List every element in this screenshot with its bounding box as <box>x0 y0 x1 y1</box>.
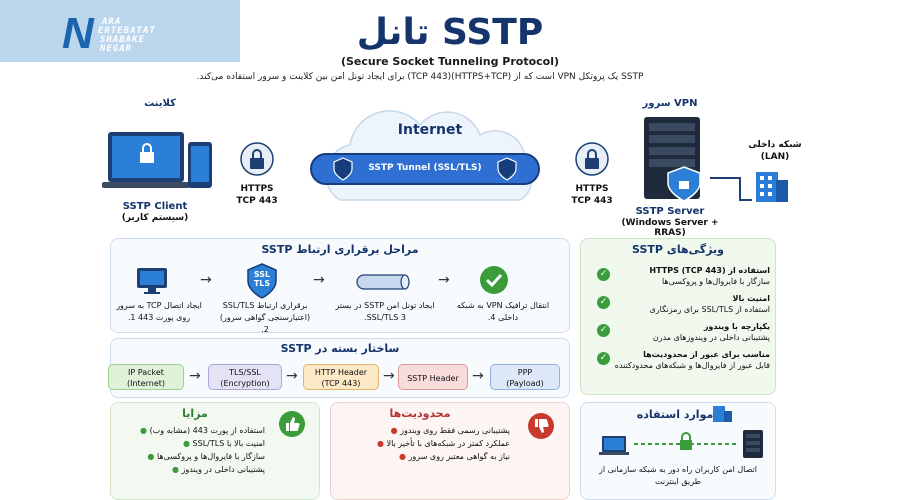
tunnel-pipe-icon <box>353 272 413 292</box>
tls-badge: TLS <box>253 279 271 288</box>
feature-1-title: استفاده از HTTPS (TCP 443) <box>649 266 770 275</box>
ssl-badge: SSL <box>253 270 271 279</box>
logo-mark-icon: N <box>62 9 94 58</box>
step-2 <box>215 300 315 336</box>
logo-text: SHABAKE <box>100 35 145 45</box>
arrow-icon: → <box>383 368 395 384</box>
feature-4 <box>614 349 770 371</box>
steps-title: مراحل برقراری ارتباط SSTP <box>261 243 419 256</box>
client-title: کلاینت <box>144 98 176 109</box>
step-2-num: 2. <box>261 325 269 334</box>
cons-list <box>340 424 510 463</box>
pros-item-text: پشتیبانی داخلی در ویندوز <box>181 465 265 474</box>
server-label: SSTP Server <box>635 206 705 217</box>
check-icon: ✓ <box>597 268 610 281</box>
layer-sub: (TCP 443) <box>321 379 361 388</box>
internet-label: Internet <box>397 122 463 138</box>
step-1-num: 1. <box>127 313 136 322</box>
feature-1 <box>614 265 770 287</box>
packet-layer-tls <box>208 364 282 390</box>
pros-item-text: سازگار با فایروال‌ها و پروکسی‌ها <box>156 452 265 461</box>
feature-4-title: مناسب برای عبور از محدودیت‌ها <box>643 350 770 359</box>
step-3-text: ایجاد تونل امن SSTP در بستر SSL/TLS <box>335 301 435 322</box>
cons-item-text: پشتیبانی رسمی فقط روی ویندوز <box>400 426 510 435</box>
logo-text: NEGAR <box>100 44 133 54</box>
usecase-text: اتصال امن کاربران راه دور به شبکه سازمانی از طریق اینترنت <box>598 465 758 486</box>
feature-2-text: استفاده از SSL/TLS برای رمزنگاری <box>649 305 770 314</box>
logo-text: ERTEBATAT <box>98 26 156 36</box>
step-4 <box>448 300 558 324</box>
features-title: ویژگی‌های SSTP <box>632 243 724 256</box>
monitor-icon <box>135 266 169 296</box>
server-title: سرور VPN <box>642 98 698 109</box>
pros-item-text: امنیت بالا با SSL/TLS <box>192 439 265 448</box>
cons-title: محدودیت‌ها <box>389 407 451 420</box>
check-icon: ✓ <box>597 352 610 365</box>
lan-link-line <box>700 170 810 210</box>
lan-label: شبکه داخلی <box>748 140 802 150</box>
usecase-diagram <box>598 428 768 460</box>
arrow-icon: → <box>286 368 298 384</box>
thumbs-down-icon <box>527 412 555 440</box>
pros-item: پشتیبانی داخلی در ویندوز ● <box>172 465 265 474</box>
layer-sub: (Internet) <box>126 379 165 388</box>
arrow-icon: → <box>472 368 484 384</box>
step-4-num: 4. <box>487 313 496 322</box>
layer-name: TLS/SSL <box>229 368 261 377</box>
pros-item: سازگار با فایروال‌ها و پروکسی‌ها ● <box>147 452 265 461</box>
thumbs-up-icon <box>278 410 306 438</box>
usecase-title: موارد استفاده <box>636 408 714 421</box>
feature-3 <box>614 321 770 343</box>
shield-icon <box>332 157 354 181</box>
check-icon: ✓ <box>597 324 610 337</box>
pros-item-text: استفاده از پورت 443 (مشابه وب) <box>149 426 265 435</box>
building-icon <box>710 404 736 424</box>
https-left: HTTPS <box>240 184 274 194</box>
layer-sub: (Encryption) <box>220 379 270 388</box>
cons-item-text: عملکرد کمتر در شبکه‌های با تأخیر بالا <box>386 439 510 448</box>
laptop-phone-icon <box>100 112 220 197</box>
packet-layer-ppp <box>490 364 560 390</box>
page-title: تانل SSTP <box>356 12 544 53</box>
layer-name: PPP <box>517 368 533 377</box>
tcp-left: TCP 443 <box>236 196 278 206</box>
features-panel <box>580 238 776 395</box>
cons-item: نیاز به گواهی معتبر روی سرور ● <box>399 452 510 461</box>
server-sub: (Windows Server + RRAS) <box>621 218 719 238</box>
layer-name: IP Packet <box>128 368 164 377</box>
layer-sub: (Payload) <box>506 379 544 388</box>
packet-layer-sstp <box>398 364 468 390</box>
cons-item-text: نیاز به گواهی معتبر روی سرور <box>408 452 510 461</box>
tcp-right: TCP 443 <box>571 196 613 206</box>
arrow-icon: → <box>189 368 201 384</box>
lan-sub: (LAN) <box>760 152 790 162</box>
logo-text: ARA <box>102 17 122 27</box>
pros-item: استفاده از پورت 443 (مشابه وب) ● <box>140 426 265 435</box>
layer-name: HTTP Header <box>314 368 368 377</box>
tunnel-label: SSTP Tunnel (SSL/TLS) <box>368 163 482 173</box>
step-1 <box>113 300 205 324</box>
feature-2-title: امنیت بالا <box>732 294 770 303</box>
check-circle-icon <box>478 264 510 296</box>
layer-name: SSTP Header <box>407 374 459 383</box>
shield-icon <box>496 157 518 181</box>
packet-title: ساختار بسته در SSTP <box>280 342 400 355</box>
client-sub: (سیستم کاربر) <box>121 213 189 223</box>
packet-layer-http <box>303 364 379 390</box>
page-subtitle: (Secure Socket Tunneling Protocol) <box>340 55 560 68</box>
feature-1-text: سازگار با فایروال‌ها و پروکسی‌ها <box>661 277 770 286</box>
arrow-icon: → <box>200 272 212 288</box>
page-description: SSTP یک پروتکل VPN است که از (HTTPS+TCP)(TCP 443) برای ایجاد تونل امن بین کلاینت و سرور استفاده می‌کند. <box>196 72 644 82</box>
arrow-icon: → <box>438 272 450 288</box>
pros-item: امنیت بالا با SSL/TLS ● <box>183 439 265 448</box>
cons-item: عملکرد کمتر در شبکه‌های با تأخیر بالا ● <box>377 439 510 448</box>
pros-list <box>115 424 265 476</box>
step-3-num: 3. <box>364 313 406 322</box>
lock-icon <box>575 142 609 176</box>
feature-2 <box>614 293 770 315</box>
feature-4-text: قابل عبور از فایروال‌ها و شبکه‌های محدودکننده <box>614 361 770 370</box>
check-icon: ✓ <box>597 296 610 309</box>
step-4-text: انتقال ترافیک VPN به شبکه داخلی <box>456 301 550 322</box>
step-2-text: برقراری ارتباط SSL/TLS (اعتبارسنجی گواهی سرور) <box>219 301 311 322</box>
client-label: SSTP Client <box>122 201 188 212</box>
cons-item: پشتیبانی رسمی فقط روی ویندوز ● <box>390 426 510 435</box>
lock-icon <box>240 142 274 176</box>
https-right: HTTPS <box>575 184 609 194</box>
step-1-text: ایجاد اتصال TCP به سرور روی پورت 443 <box>116 301 202 322</box>
step-3 <box>335 300 435 324</box>
arrow-icon: → <box>313 272 325 288</box>
feature-3-title: یکپارچه با ویندوز <box>703 322 770 331</box>
packet-layer-ip <box>108 364 184 390</box>
pros-title: مزایا <box>182 407 208 420</box>
feature-3-text: پشتیبانی داخلی در ویندوزهای مدرن <box>652 333 770 342</box>
logo <box>0 0 240 62</box>
